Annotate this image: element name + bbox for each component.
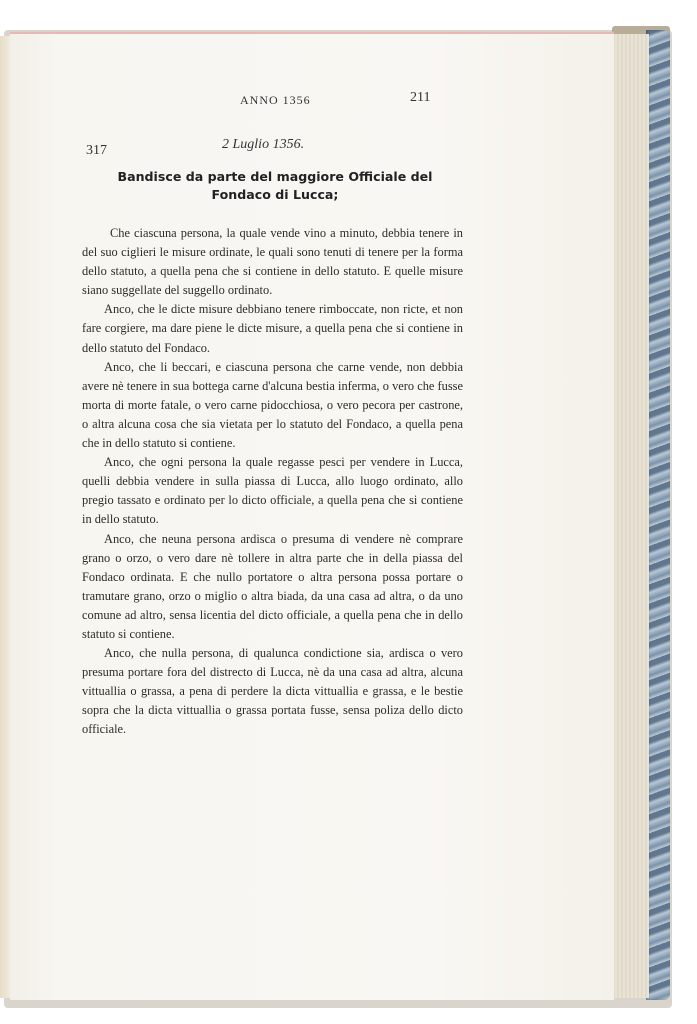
document-date: 2 Luglio 1356. [222, 137, 305, 152]
paragraph: Che ciascuna persona, la quale vende vino a minuto, debbia tenere in del suo ciglieri le misure ordinate, le quali sono tenuti di tenere per la forma dello statuto, a quella pena che si contiene in dello statuto. E quelle misure siano suggellate del suggello ordinato. [82, 226, 463, 298]
paragraph: Anco, che nulla persona, di qualunca condictione sia, ardisca o vero presuma portare fora del distrecto di Lucca, nè da una casa ad altra, alcuna vittuallia o grassa, a pena di perdere la dicta vittuallia e grassa, e le bestie sopra che la dicta vittuallia o grassa portata fusse, sensa poliza dello dicto officiale. [82, 646, 463, 737]
document-title: Bandisce da parte del maggiore Officiale del Fondaco di Lucca; [117, 169, 433, 202]
running-head: ANNO 1356 [240, 93, 311, 107]
document-number: 317 [86, 143, 107, 158]
marbled-cover-board [646, 30, 670, 1000]
page-number: 211 [410, 90, 431, 105]
paragraph: Anco, che neuna persona ardisca o presuma di vendere nè comprare grano o orzo, o vero dare nè tollere in altra parte che in della piassa del Fondaco ordinata. E che nullo portatore o altra persona possa portare o tramutare grano, orzo o miglio o altra biada, da una casa ad altra, o da uno comune ad altro, sensa licentia del dicto officiale, a quella pena che in dello statuto si contiene. [82, 531, 463, 641]
paragraph: Anco, che le dicte misure debbiano tenere rimboccate, non ricte, et non fare corgiere, ma dare piene le dicte misure, a quella pena che si contiene in dello statuto del Fondaco. [82, 302, 463, 355]
paragraph: Anco, che ogni persona la quale regasse pesci per vendere in Lucca, quelli debbia vendere in sulla piassa di Lucca, allo luogo ordinato, allo pregio tassato e ordinato per lo dicto officiale, a quella pena che si contiene in dello statuto. [82, 455, 463, 527]
document-body [82, 224, 463, 740]
paragraph: Anco, che li beccari, e ciascuna persona che carne vende, non debbia avere nè tenere in sua bottega carne d'alcuna bestia inferma, o vero che fusse morta di morte fatale, o vero carne pidocchiosa, o vero pecora per castrone, o altra alcuna cosa che sia vietata per lo statuto del Fondaco, a quella pena che in dello statuto si contiene. [82, 359, 463, 451]
